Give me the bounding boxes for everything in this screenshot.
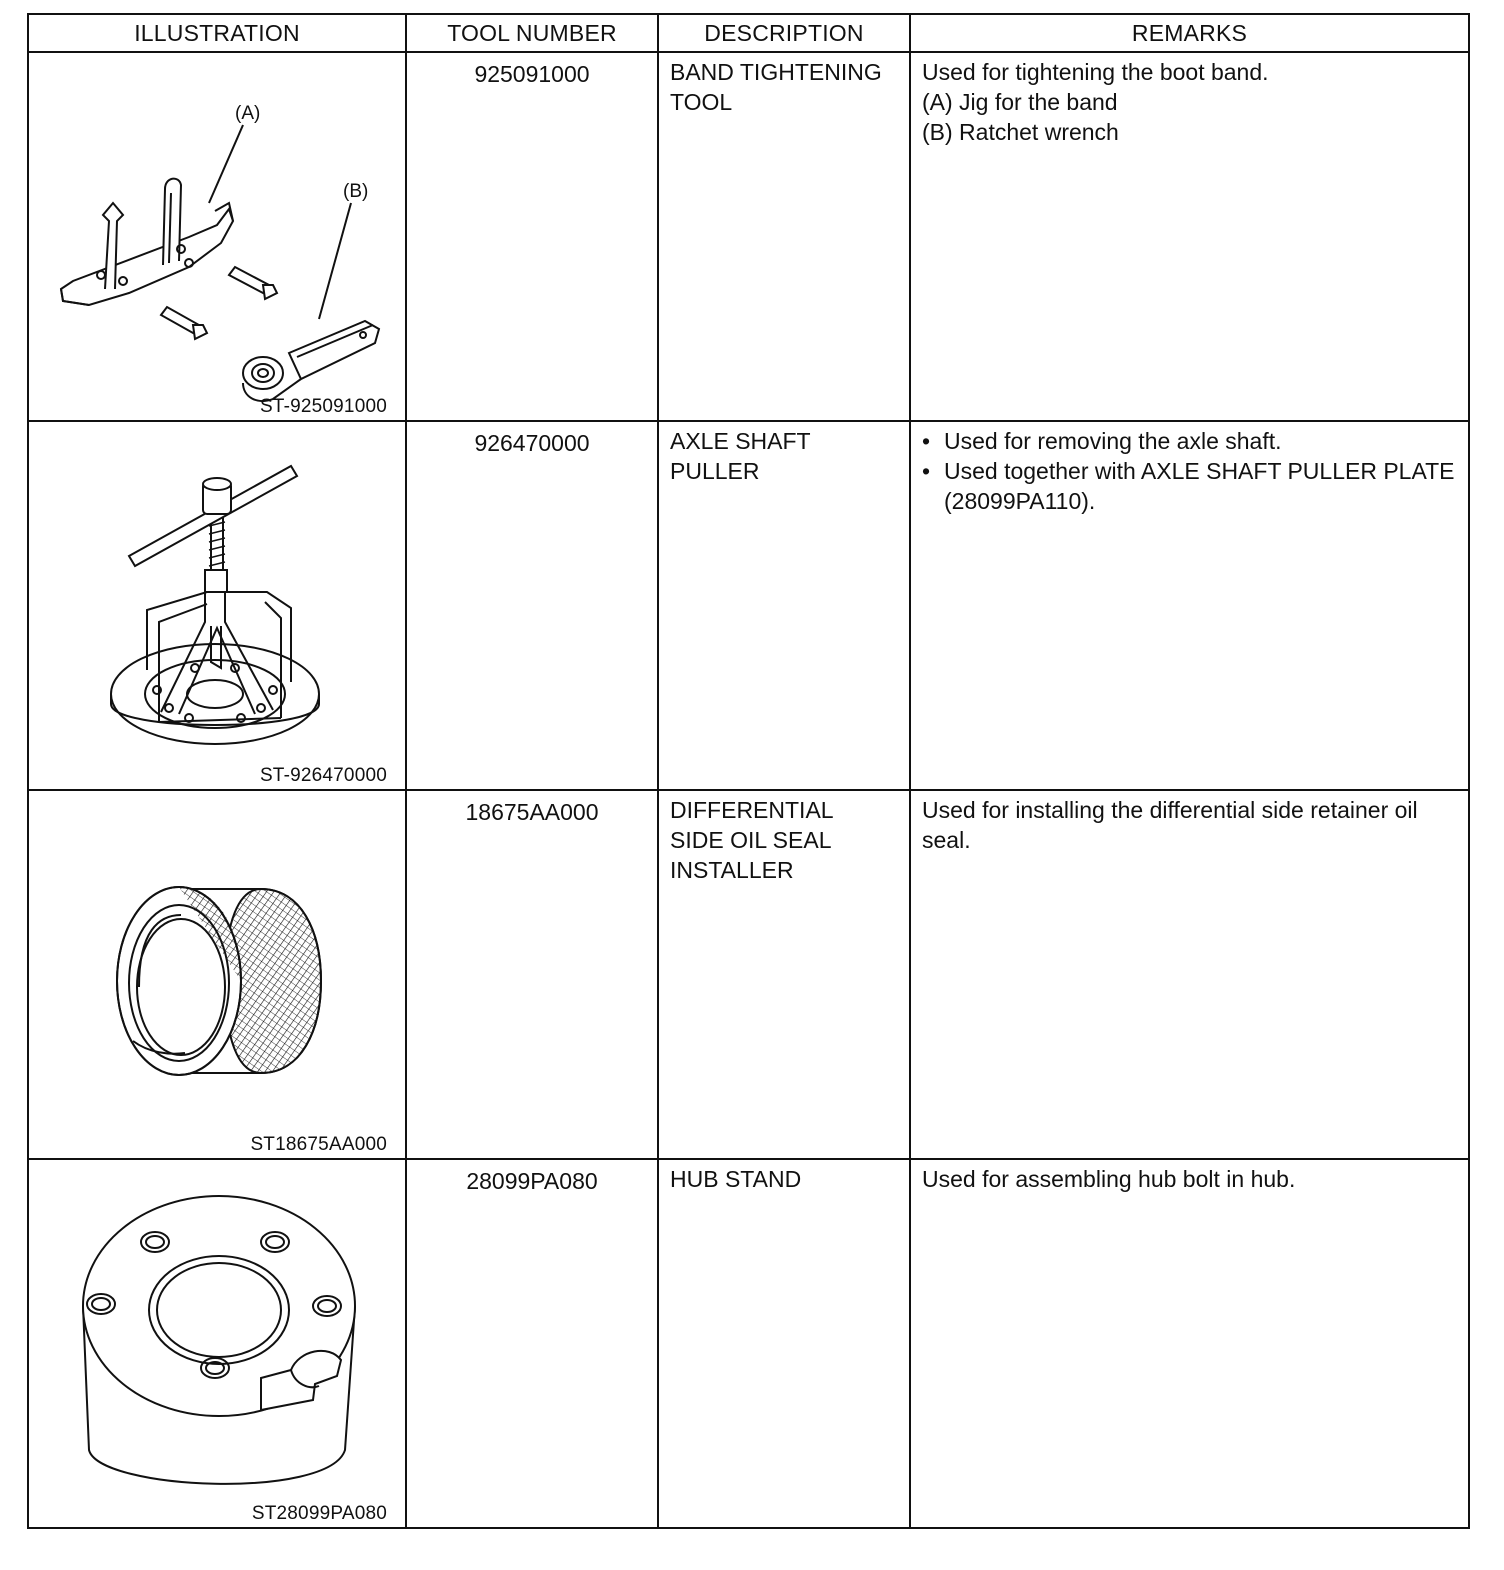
- illustration-cell: [28, 52, 406, 421]
- header-remarks: REMARKS: [910, 14, 1469, 52]
- table-row: [28, 421, 1469, 790]
- table-row: [28, 790, 1469, 1159]
- hub-stand-illustration: [29, 1160, 405, 1525]
- illustration-code: ST18675AA000: [250, 1134, 387, 1155]
- remark-line: (A) Jig for the band: [922, 89, 1118, 115]
- tool-description: AXLE SHAFT PULLER: [658, 421, 910, 790]
- tool-number: 18675AA000: [406, 790, 658, 1159]
- remark-line: Used for assembling hub bolt in hub.: [922, 1166, 1296, 1192]
- callout-a: (A): [235, 103, 261, 124]
- illustration-cell: [28, 421, 406, 790]
- tool-number: 925091000: [406, 52, 658, 421]
- tool-remarks: [910, 52, 1469, 421]
- remark-line: (B) Ratchet wrench: [922, 119, 1119, 145]
- oil-seal-installer-illustration: [29, 791, 405, 1156]
- axle-shaft-puller-illustration: [29, 422, 405, 787]
- remark-bullet: • Used for removing the axle shaft.: [922, 426, 1458, 456]
- tool-description: DIFFERENTIAL SIDE OIL SEAL INSTALLER: [658, 790, 910, 1159]
- header-illustration: ILLUSTRATION: [28, 14, 406, 52]
- illustration-cell: [28, 790, 406, 1159]
- remark-line: Used for installing the differential side retainer oil seal.: [922, 797, 1418, 853]
- remark-line: Used for tightening the boot band.: [922, 59, 1269, 85]
- tool-remarks: [910, 421, 1469, 790]
- table-row: [28, 1159, 1469, 1528]
- special-tools-table: [27, 13, 1470, 1529]
- tool-description: BAND TIGHTENING TOOL: [658, 52, 910, 421]
- header-tool-number: TOOL NUMBER: [406, 14, 658, 52]
- table-header-row: [28, 14, 1469, 52]
- tool-description: HUB STAND: [658, 1159, 910, 1528]
- table-row: [28, 52, 1469, 421]
- header-description: DESCRIPTION: [658, 14, 910, 52]
- tool-remarks: [910, 1159, 1469, 1528]
- illustration-code: ST28099PA080: [251, 1503, 387, 1524]
- illustration-code: ST-926470000: [259, 765, 387, 786]
- tool-number: 926470000: [406, 421, 658, 790]
- callout-b: (B): [343, 181, 369, 202]
- remark-bullet: • Used together with AXLE SHAFT PULLER PLATE (28099PA110).: [922, 456, 1458, 516]
- illustration-cell: [28, 1159, 406, 1528]
- tool-remarks: [910, 790, 1469, 1159]
- tool-number: 28099PA080: [406, 1159, 658, 1528]
- band-tightening-tool-illustration: [29, 53, 405, 418]
- illustration-code: ST-925091000: [259, 396, 387, 417]
